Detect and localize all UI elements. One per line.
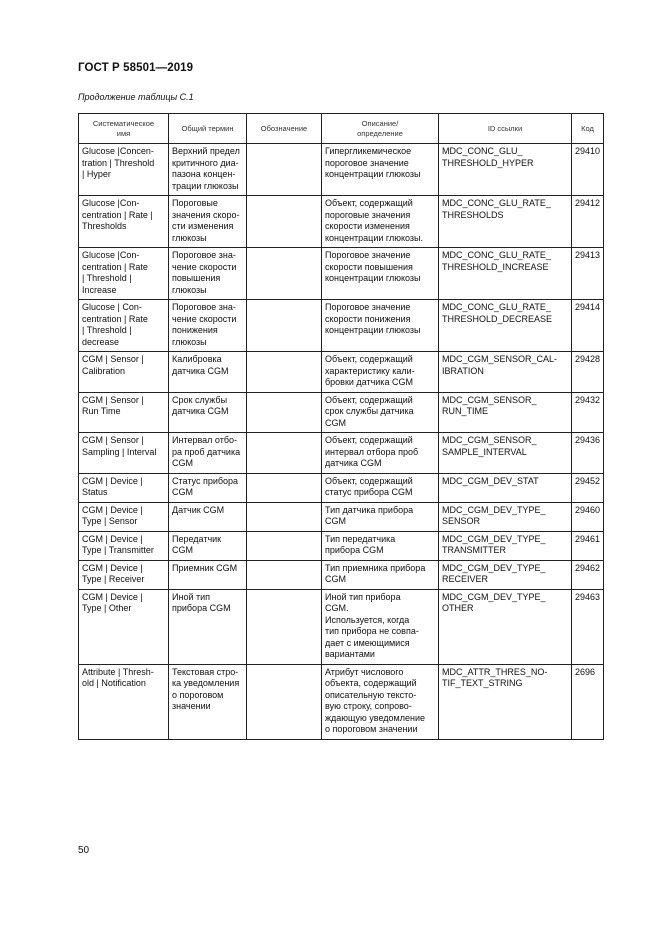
cell-common-term-text: Статус прибора CGM [172,475,239,497]
cell-ref-id-text: MDC_CONC_GLU_ THRESHOLD_HYPER [442,146,534,168]
cell-common-term [169,392,247,433]
cell-ref-id [439,589,572,664]
cell-code-text: 29414 [575,302,601,312]
cell-ref-id [439,560,572,589]
cell-description-text: Гипергликемическое пороговое значение концентрации глюкозы [325,146,421,179]
header-ref-id-label: ID ссылки [487,123,523,133]
cell-system-name-text: Glucose |Con- centration | Rate | Thresholds [82,198,153,231]
cell-ref-id [439,248,572,300]
cell-description [322,144,439,196]
cell-common-term-text: Текстовая стро- ка уведомления о пороговом значении [172,666,240,711]
cell-code [572,589,604,664]
cell-common-term [169,300,247,352]
cell-system-name-text: CGM | Device | Type | Sensor [82,504,143,526]
cell-code-text: 29462 [575,562,601,573]
cell-description [322,531,439,560]
cell-description-text: Тип датчика прибора CGM [325,504,414,526]
cell-description-text: Пороговое значение скорости повышения концентрации глюкозы [325,250,421,283]
table-row [79,589,604,664]
cell-system-name [79,560,169,589]
cell-common-term [169,248,247,300]
cell-description-text: Объект, содержащий интервал отбора проб датчика CGM [325,435,419,468]
cell-description-text: Иной тип прибора CGM. Используется, когда тип прибора не совпа- дает с имеющимися вариантами [325,591,419,659]
table-row [79,473,604,502]
cell-ref-id [439,144,572,196]
cell-ref-id [439,664,572,739]
cell-designation [247,144,322,196]
cell-description [322,248,439,300]
table-header-row [79,114,604,144]
table-body [79,144,604,740]
cell-description [322,433,439,474]
cell-ref-id-text: MDC_CGM_SENSOR_CAL- IBRATION [442,354,558,376]
cell-system-name [79,248,169,300]
cell-code [572,352,604,393]
cell-common-term-text: Пороговое зна- чение скорости понижения глюкозы [172,302,237,347]
cell-description [322,196,439,248]
cell-system-name [79,664,169,739]
cell-description-text: Объект, содержащий характеристику кали- бровки датчика CGM [325,354,415,387]
cell-description [322,502,439,531]
cell-ref-id-text: MDC_CGM_DEV_TYPE_ SENSOR [442,504,546,526]
header-description-label: Описание/ определение [357,118,403,138]
cell-description [322,392,439,433]
table-row [79,560,604,589]
cell-system-name [79,473,169,502]
cell-common-term [169,352,247,393]
cell-code [572,392,604,433]
cell-common-term [169,433,247,474]
table-row [79,392,604,433]
cell-common-term-text: Приемник CGM [172,562,238,573]
table-row [79,144,604,196]
cell-common-term-text: Датчик CGM [172,504,225,515]
cell-system-name-text: Glucose |Con- centration | Rate | Threshold | Increase [82,250,148,295]
cell-code-text: 29461 [575,533,601,544]
cell-common-term-text: Передатчик CGM [172,533,222,555]
cell-system-name-text: CGM | Device | Status [82,475,143,497]
cell-description [322,664,439,739]
cell-ref-id [439,502,572,531]
cell-code-text: 29463 [575,591,601,602]
cell-system-name [79,196,169,248]
cell-description-text: Тип приемника прибора CGM [325,562,426,584]
cell-system-name [79,352,169,393]
cell-common-term-text: Пороговые значения скоро- сти изменения глюкозы [172,198,240,243]
cell-code-text: 29428 [575,354,601,364]
cell-description-text: Атрибут числового объекта, содержащий описательную тексто- вую строку, сопрово- ждающую уведомление о пороговом значении [325,666,425,734]
cell-code [572,248,604,300]
cell-ref-id [439,433,572,474]
cell-code [572,144,604,196]
cell-designation [247,248,322,300]
cell-system-name-text: CGM | Sensor | Calibration [82,354,144,376]
cell-ref-id-text: MDC_CONC_GLU_RATE_ THRESHOLDS [442,198,551,220]
cell-system-name-text: Glucose | Con- centration | Rate | Threshold | decrease [82,302,148,347]
cell-ref-id-text: MDC_CONC_GLU_RATE_ THRESHOLD_INCREASE [442,250,551,272]
header-common-term [169,114,247,144]
cell-code-text: 29410 [575,146,601,156]
cell-ref-id-text: MDC_CONC_GLU_RATE_ THRESHOLD_DECREASE [442,302,553,324]
cell-code-text: 29460 [575,504,601,515]
table-row [79,433,604,474]
cell-common-term [169,589,247,664]
cell-ref-id-text: MDC_ATTR_THRES_NO- TIF_TEXT_STRING [442,666,548,688]
header-designation-label: Обозначение [260,123,308,133]
cell-system-name-text: CGM | Sensor | Run Time [82,394,144,416]
cell-designation [247,502,322,531]
header-description [322,114,439,144]
cell-common-term-text: Срок службы датчика CGM [172,394,229,416]
cell-code-text: 29432 [575,394,601,405]
cell-code-text: 29413 [575,250,601,260]
header-common-term-label: Общий термин [181,123,234,133]
header-ref-id [439,114,572,144]
cell-description-text: Объект, содержащий срок службы датчика CGM [325,394,414,428]
cell-ref-id [439,300,572,352]
cell-designation [247,196,322,248]
table-row [79,352,604,393]
header-system-name-label: Систематическое имя [92,118,155,138]
cell-code [572,196,604,248]
cell-description [322,560,439,589]
table-row [79,248,604,300]
cell-common-term-text: Интервал отбо- ра проб датчика CGM [172,435,241,468]
cell-system-name [79,144,169,196]
table-caption: Продолжение таблицы С.1 [78,92,194,102]
cell-code-text: 29436 [575,435,601,445]
cell-code-text: 29452 [575,475,601,486]
cell-ref-id [439,392,572,433]
cell-system-name [79,300,169,352]
cell-system-name-text: CGM | Device | Type | Other [82,591,143,613]
cell-code-text: 2696 [575,666,596,677]
cell-ref-id [439,531,572,560]
table-row [79,196,604,248]
cell-designation [247,352,322,393]
cell-common-term [169,560,247,589]
cell-system-name-text: CGM | Sensor | Sampling | Interval [82,435,157,457]
cell-ref-id [439,352,572,393]
cell-designation [247,531,322,560]
cell-common-term [169,664,247,739]
cell-common-term [169,196,247,248]
cell-system-name-text: CGM | Device | Type | Receiver [82,562,145,584]
cell-designation [247,560,322,589]
cell-code [572,473,604,502]
cell-description-text: Объект, содержащий статус прибора CGM [325,475,413,497]
cell-ref-id [439,196,572,248]
cell-description [322,473,439,502]
cell-system-name [79,392,169,433]
cell-ref-id-text: MDC_CGM_DEV_TYPE_ OTHER [442,591,546,613]
cell-ref-id-text: MDC_CGM_SENSOR_ RUN_TIME [442,394,537,416]
cell-designation [247,589,322,664]
cell-code-text: 29412 [575,198,601,208]
cell-ref-id [439,473,572,502]
cell-designation [247,392,322,433]
cell-ref-id-text: MDC_CGM_DEV_TYPE_ RECEIVER [442,562,546,584]
cell-description [322,300,439,352]
table-row [79,664,604,739]
table-row [79,531,604,560]
cell-description-text: Объект, содержащий пороговые значения скорости изменения концентрации глюкозы. [325,198,424,243]
cell-common-term-text: Верхний предел критичного диа- пазона концен- трации глюкозы [172,146,240,191]
cell-code [572,560,604,589]
cell-system-name-text: Glucose |Concen- tration | Threshold | Hyper [82,146,155,179]
cell-code [572,502,604,531]
cell-system-name-text: CGM | Device | Type | Transmitter [82,533,154,555]
cell-designation [247,300,322,352]
cell-system-name [79,589,169,664]
table-row [79,502,604,531]
cell-ref-id-text: MDC_CGM_SENSOR_ SAMPLE_INTERVAL [442,435,537,457]
header-code-label: Код [581,123,594,133]
cell-description [322,352,439,393]
cell-code [572,300,604,352]
standard-title: ГОСТ Р 58501—2019 [78,62,194,74]
cell-common-term-text: Пороговое зна- чение скорости повышения глюкозы [172,250,237,295]
cell-common-term-text: Иной тип прибора CGM [172,591,231,613]
page-number: 50 [78,845,90,856]
cell-description-text: Пороговое значение скорости понижения концентрации глюкозы [325,302,421,335]
table-row [79,300,604,352]
cell-common-term [169,502,247,531]
cell-ref-id-text: MDC_CGM_DEV_STAT [442,475,539,486]
cell-code [572,531,604,560]
cell-system-name [79,531,169,560]
header-system-name [79,114,169,144]
cell-ref-id-text: MDC_CGM_DEV_TYPE_ TRANSMITTER [442,533,546,555]
cell-code [572,433,604,474]
cell-common-term [169,144,247,196]
cell-description [322,589,439,664]
header-designation [247,114,322,144]
header-code [572,114,604,144]
cell-code [572,664,604,739]
cell-designation [247,433,322,474]
cell-common-term [169,531,247,560]
cell-system-name [79,433,169,474]
cell-common-term-text: Калибровка датчика CGM [172,354,229,376]
cell-system-name [79,502,169,531]
cell-designation [247,473,322,502]
terms-table [78,113,604,740]
cell-common-term [169,473,247,502]
cell-description-text: Тип передатчика прибора CGM [325,533,396,555]
cell-designation [247,664,322,739]
cell-system-name-text: Attribute | Thresh- old | Notification [82,666,154,688]
